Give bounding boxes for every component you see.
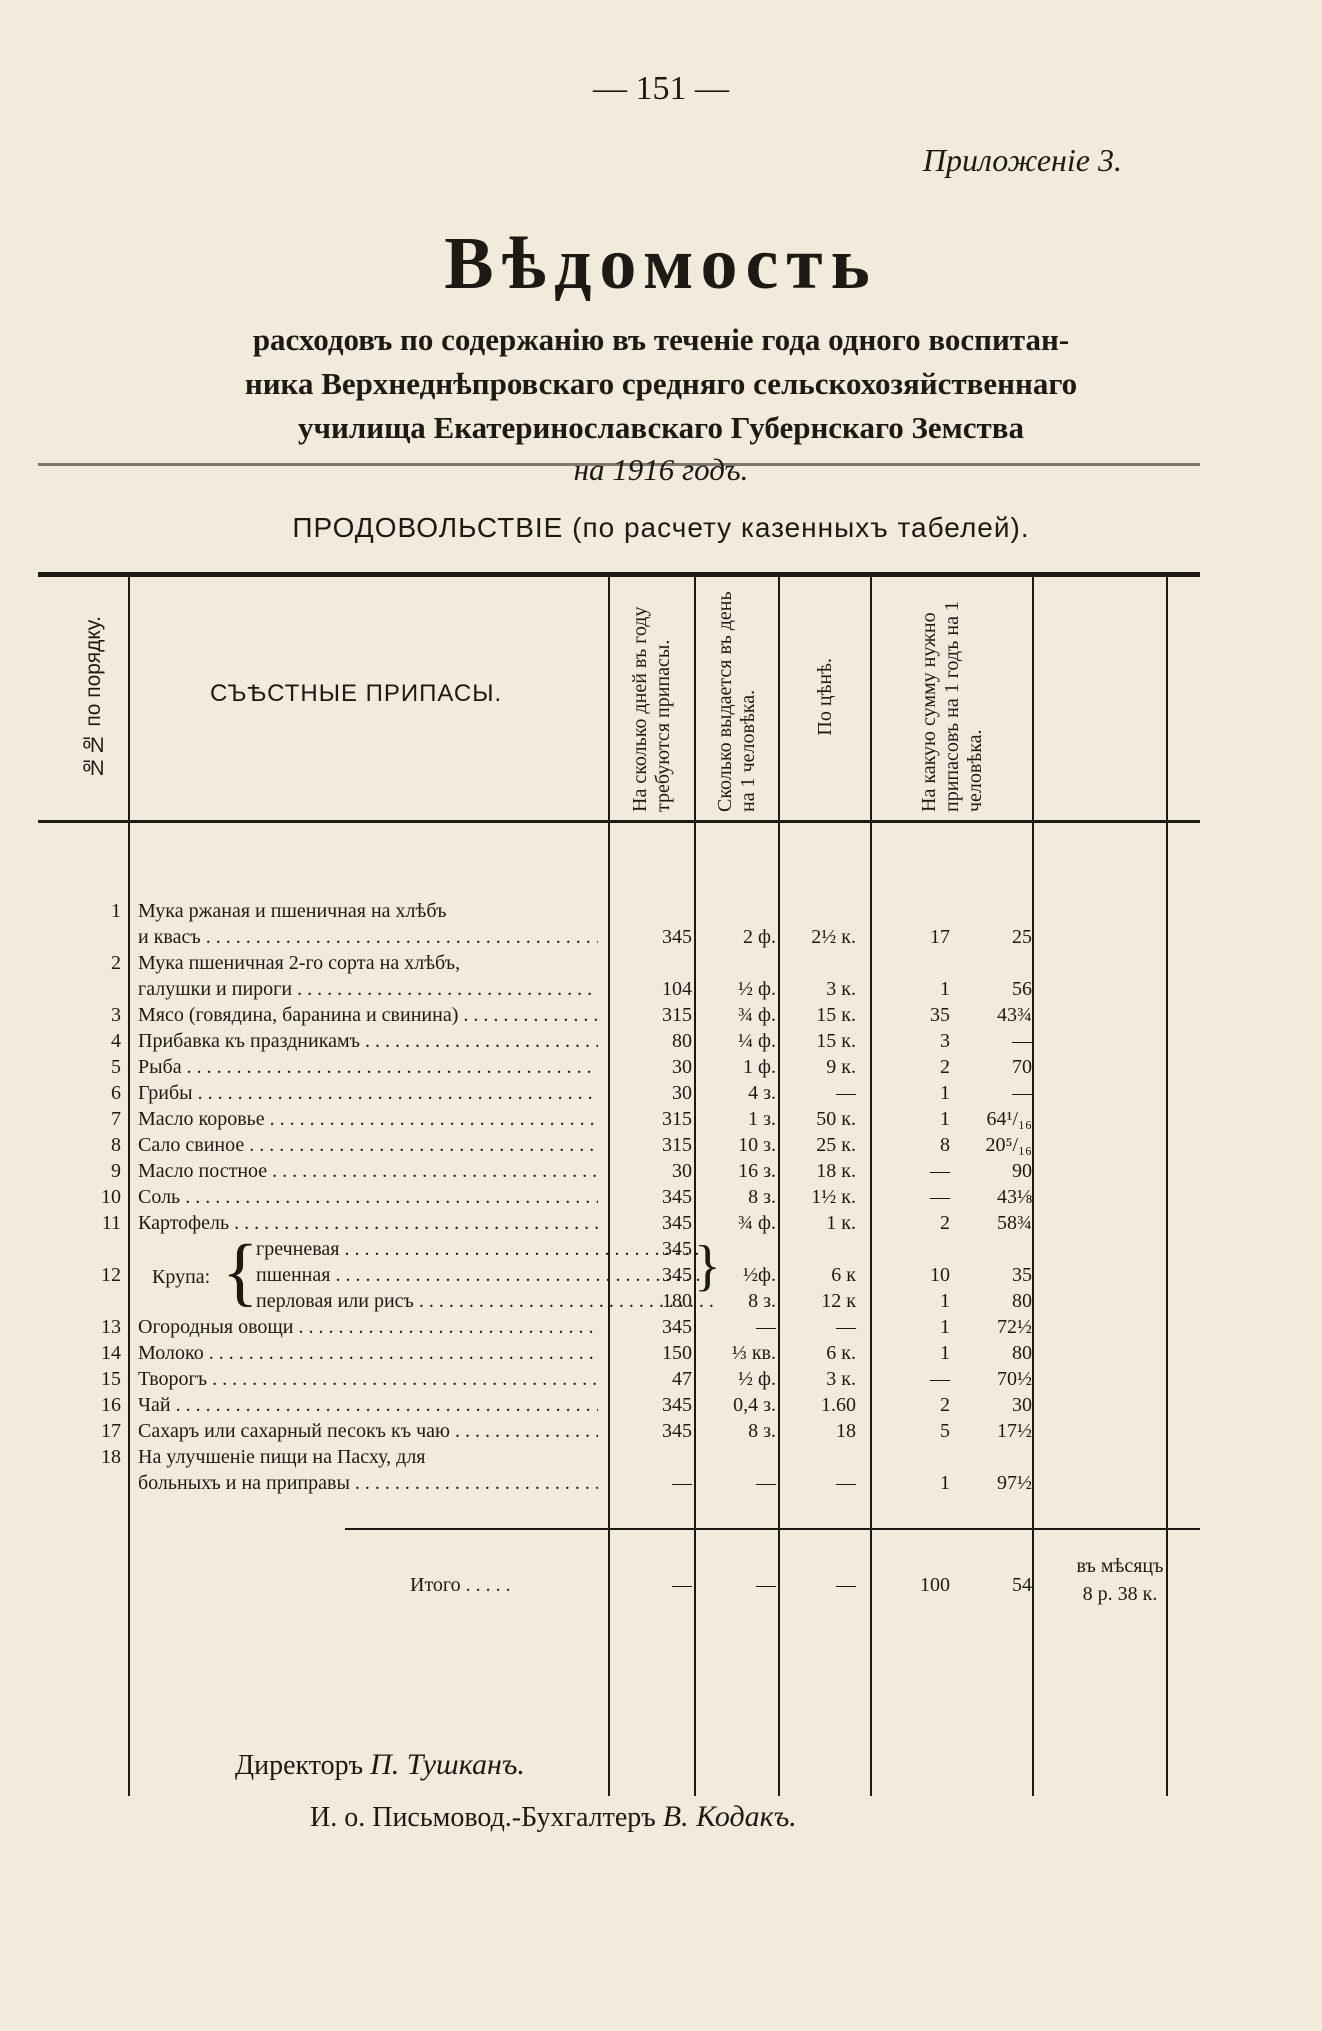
row-sum-rub: 10 xyxy=(930,1264,950,1286)
left-brace: { xyxy=(222,1230,259,1314)
row-sum-kop: 17½ xyxy=(997,1420,1032,1442)
row-sum-rub: 1 xyxy=(940,1342,950,1364)
document-title: Вѣдомость xyxy=(444,223,878,305)
row-sum-kop: 70½ xyxy=(997,1368,1032,1390)
row-daily-amount: ¼ ф. xyxy=(738,1030,776,1052)
row-daily-amount: ¾ ф. xyxy=(738,1212,776,1234)
row-price: 18 xyxy=(836,1420,856,1442)
table-row xyxy=(0,1392,1322,1418)
row-sum-kop: 43¾ xyxy=(997,1004,1032,1026)
row-sum-kop: 25 xyxy=(1012,926,1032,948)
accountant-title: И. о. Письмовод.-Бухгалтеръ xyxy=(310,1802,656,1833)
document-subtitle xyxy=(60,318,1262,450)
table-row xyxy=(0,1158,1322,1184)
row-sum-kop: 97½ xyxy=(997,1472,1032,1494)
row-number: 11 xyxy=(101,1212,121,1234)
row-days: 30 xyxy=(672,1082,692,1104)
row-sum-rub: 5 xyxy=(940,1420,950,1442)
table-row xyxy=(0,1444,1322,1470)
row-daily-amount: 2 ф. xyxy=(743,926,776,948)
row-price: 6 к xyxy=(831,1264,856,1286)
row-item-name: перловая или рисъ . . . xyxy=(256,1288,716,1314)
row-item-name: Творогъ . . . xyxy=(138,1366,598,1392)
row-number: 18 xyxy=(101,1446,121,1468)
accountant-signature xyxy=(310,1800,797,1834)
row-price: 12 к xyxy=(821,1290,856,1312)
row-item-name: Прибавка къ праздникамъ . . . xyxy=(138,1028,598,1054)
row-sum-rub: 1 xyxy=(940,1472,950,1494)
row-price: 3 к. xyxy=(826,1368,856,1390)
row-number: 7 xyxy=(111,1108,121,1130)
table-row xyxy=(0,1106,1322,1132)
row-price: 6 к. xyxy=(826,1342,856,1364)
row-number: 15 xyxy=(101,1368,121,1390)
row-sum-kop: 80 xyxy=(1012,1290,1032,1312)
row-days: 180 xyxy=(662,1290,692,1312)
total-amount: — xyxy=(756,1574,776,1596)
row-days: 345 xyxy=(662,1394,692,1416)
row-days: 345 xyxy=(662,1420,692,1442)
row-days: 80 xyxy=(672,1030,692,1052)
header-sum xyxy=(872,578,1032,816)
table-row xyxy=(0,1236,1322,1262)
monthly-note-line: въ мѣсяцъ xyxy=(1076,1555,1164,1577)
krupa-label: Крупа: xyxy=(152,1266,211,1288)
row-item-name: гречневая . . . xyxy=(256,1236,716,1262)
row-sum-rub: 17 xyxy=(930,926,950,948)
table-row xyxy=(0,1080,1322,1106)
row-price: 2½ к. xyxy=(811,926,856,948)
row-daily-amount: 16 з. xyxy=(738,1160,776,1182)
table-row xyxy=(0,1184,1322,1210)
row-sum-kop: 20⁵/₁₆ xyxy=(985,1134,1032,1156)
subtitle-line: ника Верхнеднѣпровскаго средняго сельскохозяйственнаго xyxy=(244,366,1078,401)
row-item-name: Грибы . . . xyxy=(138,1080,598,1106)
row-item-name: Соль . . . xyxy=(138,1184,598,1210)
row-daily-amount: 10 з. xyxy=(738,1134,776,1156)
row-sum-rub: — xyxy=(930,1160,950,1182)
row-daily-amount: 8 з. xyxy=(748,1290,776,1312)
table-row xyxy=(0,1288,1322,1314)
row-item-name: пшенная . . . xyxy=(256,1262,716,1288)
row-number: 1 xyxy=(111,900,121,922)
row-daily-amount: ¾ ф. xyxy=(738,1004,776,1026)
row-sum-kop: 30 xyxy=(1012,1394,1032,1416)
row-sum-kop: 90 xyxy=(1012,1160,1032,1182)
row-item-name: Сахаръ или сахарный песокъ къ чаю . . . xyxy=(138,1418,598,1444)
row-days: 345 xyxy=(662,926,692,948)
row-price: 3 к. xyxy=(826,978,856,1000)
header-food-items: СЪѢСТНЫЕ ПРИПАСЫ. xyxy=(210,680,503,707)
row-sum-kop: 72½ xyxy=(997,1316,1032,1338)
row-sum-rub: 1 xyxy=(940,978,950,1000)
row-sum-kop: 80 xyxy=(1012,1342,1032,1364)
table-row xyxy=(0,1314,1322,1340)
accountant-name: В. Кодакъ. xyxy=(662,1800,797,1833)
row-days: 345 xyxy=(662,1238,692,1260)
row-number: 13 xyxy=(101,1316,121,1338)
header-amount-text: Сколько выдается въ день на 1 человѣка. xyxy=(714,591,759,812)
row-daily-amount: 0,4 з. xyxy=(733,1394,776,1416)
table-header-rule xyxy=(38,820,1200,823)
row-days: 150 xyxy=(662,1342,692,1364)
table-row xyxy=(0,898,1322,924)
total-price: — xyxy=(836,1574,856,1596)
row-sum-rub: 1 xyxy=(940,1108,950,1130)
row-number: 9 xyxy=(111,1160,121,1182)
total-days: — xyxy=(672,1574,692,1596)
row-daily-amount: — xyxy=(756,1316,776,1338)
header-sum-text: На какую сумму нужно припасовъ на 1 годъ на 1 человѣка. xyxy=(917,601,986,812)
row-item-name: Картофель . . . xyxy=(138,1210,598,1236)
row-number: 17 xyxy=(101,1420,121,1442)
row-price: 15 к. xyxy=(816,1030,856,1052)
row-daily-amount: ⅓ кв. xyxy=(731,1342,776,1364)
row-price: 50 к. xyxy=(816,1108,856,1130)
row-item-name: Молоко . . . xyxy=(138,1340,598,1366)
row-item-name: Сало свиное . . . xyxy=(138,1132,598,1158)
row-daily-amount: ½ ф. xyxy=(738,978,776,1000)
subtitle-line: училища Екатеринославскаго Губернскаго Земства xyxy=(298,410,1024,445)
row-daily-amount: 8 з. xyxy=(748,1420,776,1442)
row-days: 104 xyxy=(662,978,692,1000)
row-daily-amount: ½ф. xyxy=(743,1264,776,1286)
row-days: 315 xyxy=(662,1004,692,1026)
row-price: 1½ к. xyxy=(811,1186,856,1208)
row-sum-rub: 1 xyxy=(940,1082,950,1104)
header-price-text: По цѣнѣ. xyxy=(813,658,836,736)
row-days: 315 xyxy=(662,1108,692,1130)
row-price: 1.60 xyxy=(821,1394,856,1416)
row-item-name: и квасъ . . . xyxy=(138,924,598,950)
row-price: 15 к. xyxy=(816,1004,856,1026)
row-sum-rub: 2 xyxy=(940,1056,950,1078)
subtitle-line: расходовъ по содержанiю въ теченiе года одного воспитан- xyxy=(252,322,1070,357)
row-number: 3 xyxy=(111,1004,121,1026)
header-number xyxy=(60,578,126,816)
year-label: на 1916 годъ. xyxy=(573,452,749,487)
row-sum-kop: 64¹/₁₆ xyxy=(986,1108,1032,1130)
row-item-name: галушки и пироги . . . xyxy=(138,976,598,1002)
page-number: — 151 — xyxy=(593,70,729,107)
row-sum-rub: 2 xyxy=(940,1394,950,1416)
row-price: — xyxy=(836,1082,856,1104)
row-item-name: Чай . . . xyxy=(138,1392,598,1418)
table-row xyxy=(0,1054,1322,1080)
row-number: 8 xyxy=(111,1134,121,1156)
right-brace: } xyxy=(694,1235,721,1297)
row-days: 30 xyxy=(672,1160,692,1182)
row-item-name: Масло коровье . . . xyxy=(138,1106,598,1132)
row-sum-kop: 43⅛ xyxy=(997,1186,1032,1208)
total-rub: 100 xyxy=(920,1574,950,1596)
row-item-name: На улучшенiе пищи на Пасху, для xyxy=(138,1446,426,1468)
row-sum-kop: 56 xyxy=(1012,978,1032,1000)
row-number: 4 xyxy=(111,1030,121,1052)
row-sum-rub: 1 xyxy=(940,1316,950,1338)
director-signature xyxy=(235,1748,525,1782)
row-number: 6 xyxy=(111,1082,121,1104)
table-row xyxy=(0,1002,1322,1028)
total-kop: 54 xyxy=(1012,1574,1032,1596)
row-sum-kop: — xyxy=(1012,1082,1032,1104)
row-daily-amount: — xyxy=(756,1472,776,1494)
row-daily-amount: ½ ф. xyxy=(738,1368,776,1390)
table-row xyxy=(0,1470,1322,1496)
table-row xyxy=(0,950,1322,976)
header-days xyxy=(610,578,694,816)
row-days: 47 xyxy=(672,1368,692,1390)
row-item-name: больныхъ и на приправы . . . xyxy=(138,1470,598,1496)
row-item-name: Мука пшеничная 2-го сорта на хлѣбъ, xyxy=(138,952,461,974)
row-daily-amount: 4 з. xyxy=(748,1082,776,1104)
table-row xyxy=(0,924,1322,950)
table-row xyxy=(0,1366,1322,1392)
row-days: 345 xyxy=(662,1186,692,1208)
table-row xyxy=(0,1418,1322,1444)
row-sum-kop: 35 xyxy=(1012,1264,1032,1286)
appendix-label: Приложенiе 3. xyxy=(922,142,1122,178)
row-sum-rub: — xyxy=(930,1186,950,1208)
row-number: 10 xyxy=(101,1186,121,1208)
row-number: 2 xyxy=(111,952,121,974)
table-row xyxy=(0,1340,1322,1366)
row-days: — xyxy=(672,1472,692,1494)
table-row xyxy=(0,1132,1322,1158)
row-number: 5 xyxy=(111,1056,121,1078)
header-price xyxy=(780,578,870,816)
row-sum-kop: — xyxy=(1012,1030,1032,1052)
director-name: П. Тушканъ. xyxy=(370,1748,525,1781)
row-sum-rub: 8 xyxy=(940,1134,950,1156)
row-sum-kop: 70 xyxy=(1012,1056,1032,1078)
row-item-name: Масло постное . . . xyxy=(138,1158,598,1184)
total-label-text: Итого xyxy=(410,1574,461,1596)
row-sum-rub: 3 xyxy=(940,1030,950,1052)
row-item-name: Рыба . . . xyxy=(138,1054,598,1080)
monthly-note-line: 8 р. 38 к. xyxy=(1082,1583,1158,1605)
row-item-name: Мука ржаная и пшеничная на хлѣбъ xyxy=(138,900,447,922)
row-item-name: Мясо (говядина, баранина и свинина) . . . xyxy=(138,1002,598,1028)
header-number-text: №№ по порядку. xyxy=(81,615,105,779)
total-rule xyxy=(345,1528,1200,1530)
row-days: 345 xyxy=(662,1212,692,1234)
row-item-name: Огородныя овощи . . . xyxy=(138,1314,598,1340)
row-daily-amount: 1 ф. xyxy=(743,1056,776,1078)
row-daily-amount: 8 з. xyxy=(748,1186,776,1208)
row-number: 16 xyxy=(101,1394,121,1416)
row-price: 18 к. xyxy=(816,1160,856,1182)
row-price: 25 к. xyxy=(816,1134,856,1156)
row-daily-amount: 1 з. xyxy=(748,1108,776,1130)
table-row xyxy=(0,976,1322,1002)
row-days: 345 xyxy=(662,1264,692,1286)
row-number: 12 xyxy=(101,1264,121,1286)
row-number: 14 xyxy=(101,1342,121,1364)
row-price: 9 к. xyxy=(826,1056,856,1078)
row-sum-rub: — xyxy=(930,1368,950,1390)
row-sum-rub: 1 xyxy=(940,1290,950,1312)
total-label: Итого . . . . . xyxy=(410,1574,511,1596)
row-sum-rub: 35 xyxy=(930,1004,950,1026)
row-price: — xyxy=(836,1472,856,1494)
row-price: — xyxy=(836,1316,856,1338)
header-amount xyxy=(696,578,778,816)
table-row xyxy=(0,1210,1322,1236)
row-days: 30 xyxy=(672,1056,692,1078)
row-sum-kop: 58¾ xyxy=(997,1212,1032,1234)
monthly-note xyxy=(1050,1552,1190,1608)
table-row xyxy=(0,1028,1322,1054)
director-title: Директоръ xyxy=(235,1750,364,1781)
table-top-rule xyxy=(38,572,1200,577)
row-days: 315 xyxy=(662,1134,692,1156)
section-title: ПРОДОВОЛЬСТВIЕ (по расчету казенныхъ табелей). xyxy=(292,512,1030,543)
header-days-text: На сколько дней въ году требуются припасы. xyxy=(629,606,674,812)
row-sum-rub: 2 xyxy=(940,1212,950,1234)
row-days: 345 xyxy=(662,1316,692,1338)
row-price: 1 к. xyxy=(826,1212,856,1234)
